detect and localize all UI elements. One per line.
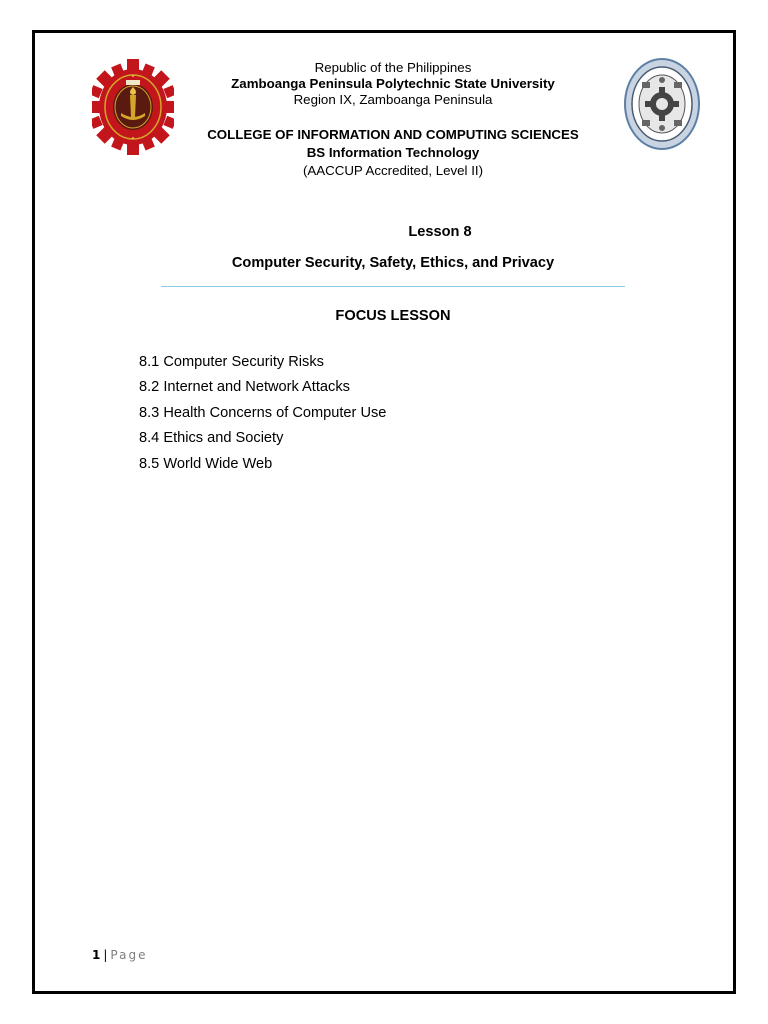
college-seal-icon <box>622 56 702 152</box>
topic-item: 8.1 Computer Security Risks <box>139 354 324 370</box>
header-accreditation: (AACCUP Accredited, Level II) <box>302 163 484 178</box>
header-university-name: Zamboanga Peninsula Polytechnic State University <box>231 76 555 91</box>
header-program: BS Information Technology <box>306 145 480 160</box>
title-divider <box>161 286 625 287</box>
topic-item: 8.4 Ethics and Society <box>139 430 284 447</box>
page-label: Page <box>110 948 148 962</box>
header-college-name: COLLEGE OF INFORMATION AND COMPUTING SCIENCES <box>207 127 579 142</box>
lesson-title: Computer Security, Safety, Ethics, and Privacy <box>231 255 555 271</box>
topic-item: 8.3 Health Concerns of Computer Use <box>139 404 387 421</box>
header-region: Region IX, Zamboanga Peninsula <box>293 92 493 107</box>
university-seal-icon <box>92 58 174 156</box>
header-republic: Republic of the Philippines <box>314 60 472 75</box>
lesson-number: Lesson 8 <box>408 224 472 240</box>
page-number: 1 <box>92 948 101 962</box>
focus-lesson-heading: FOCUS LESSON <box>335 308 451 324</box>
page-footer <box>92 948 147 962</box>
topic-item: 8.2 Internet and Network Attacks <box>139 379 350 396</box>
topic-list <box>139 350 386 477</box>
topic-item: 8.5 World Wide Web <box>139 455 273 472</box>
document-header <box>180 60 606 180</box>
footer-separator: | <box>103 948 108 962</box>
